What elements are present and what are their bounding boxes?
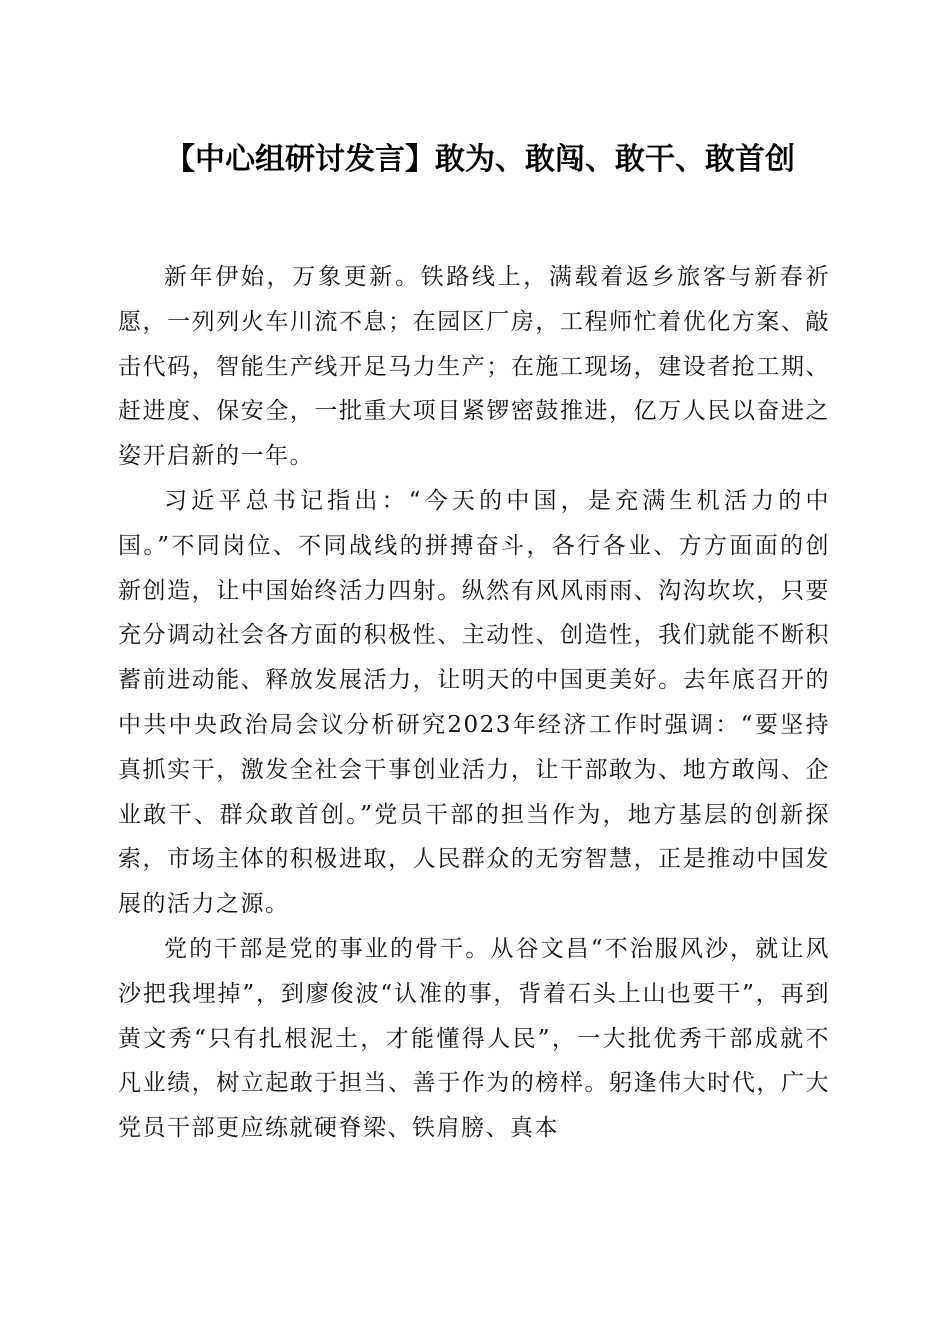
paragraph: 新年伊始，万象更新。铁路线上，满载着返乡旅客与新春祈愿，一列列火车川流不息；在园区厂房，工程师忙着优化方案、敲击代码，智能生产线开足马力生产；在施工现场，建设者抢工期、赶进度、保安全，一批重大项目紧锣密鼓推进，亿万人民以奋进之姿开启新的一年。 bbox=[118, 264, 830, 470]
document-body bbox=[118, 255, 830, 1151]
paragraph: 党的干部是党的事业的骨干。从谷文昌“不治服风沙，就让风沙把我埋掉”，到廖俊波“认准的事，背着石头上山也要干”，再到黄文秀“只有扎根泥土，才能懂得人民”，一大批优秀干部成就不凡业绩，树立起敢于担当、善于作为的榜样。躬逢伟大时代，广大党员干部更应练就硬脊梁、铁肩膀、真本 bbox=[118, 935, 830, 1142]
document-title: 【中心组研讨发言】敢为、敢闯、敢干、敢首创 bbox=[165, 142, 795, 177]
paragraph: 习近平总书记指出：“今天的中国，是充满生机活力的中国。”不同岗位、不同战线的拼搏奋斗，各行各业、方方面面的创新创造，让中国始终活力四射。纵然有风风雨雨、沟沟坎坎，只要充分调动社会各方面的积极性、主动性、创造性，我们就能不断积蓄前进动能、释放发展活力，让明天的中国更美好。去年底召开的中共中央政治局会议分析研究2023年经济工作时强调：“要坚持真抓实干，激发全社会干事创业活力，让干部敢为、地方敢闯、企业敢干、群众敢首创。”党员干部的担当作为，地方基层的创新探索，市场主体的积极进取，人民群众的无穷智慧，正是推动中国发展的活力之源。 bbox=[118, 487, 830, 918]
